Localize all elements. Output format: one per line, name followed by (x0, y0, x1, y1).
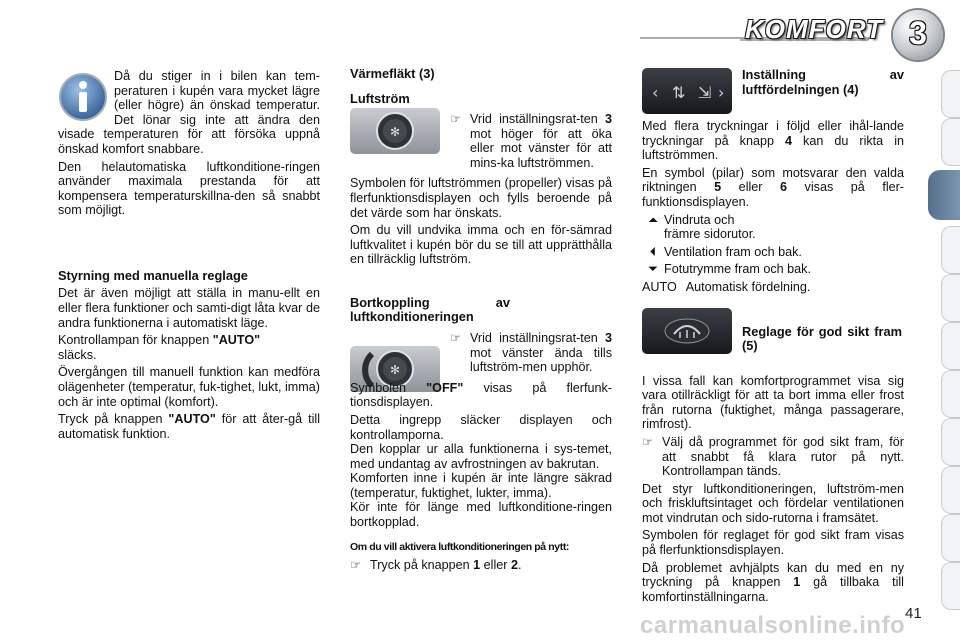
paragraph: Kör inte för länge med luftkonditione-ringen bortkopplad. (350, 500, 612, 530)
svg-text:›: › (718, 83, 725, 102)
arrow-up-icon: ⏶ (647, 212, 659, 227)
side-tab[interactable] (941, 274, 960, 322)
paragraph: Om du vill undvika imma och en för-sämrad luftkvalitet i kupén bör du se till att upprätthålla en tillräcklig luftström. (350, 223, 612, 267)
paragraph: Det styr luftkonditioneringen, luftström-men och friskluftsintaget och fördelar ventilationen mot vindrutan och sido-rutorna i framsätet. (642, 481, 904, 525)
section-heading: Bortkoppling av luftkonditioneringen (350, 294, 510, 325)
list-item: ⏶ Vindruta och främre sidorutor. (642, 213, 904, 242)
section-heading: Inställning av luftfördelningen (4) (742, 67, 904, 97)
paragraph: Den kopplar ur alla funktionerna i sys-temet, med undantag av avfrostningen av bakrutan. (350, 442, 612, 471)
info-paragraph: Då du stiger in i bilen kan tem-peraturen i kupén vara mycket lägre (eller högre) än önskad temperatur. Det lönar sig inte att ändra den visade temperaturen för att försöka uppnå önskad komfort snabbare. (58, 69, 320, 156)
subheading: Luftström (350, 90, 410, 106)
svg-text:⇲: ⇲ (698, 83, 712, 102)
paragraph: Komforten inne i kupén är inte längre säkrad (temperatur, fuktighet, lukter, imma). (350, 471, 612, 500)
watermark: carmanualsonline.info (640, 612, 906, 639)
arrow-down-icon: ⏷ (647, 262, 659, 277)
paragraph: I vissa fall kan komfortprogrammet visa sig vara otillräckligt för att ta bort imma eller frost från rutorna (fuktighet, många passagerare, rimfrost). (642, 373, 904, 432)
list-item: AUTO Automatisk fördelning. (642, 279, 811, 294)
paragraph: Då problemet avhjälpts kan du med en ny tryckning på knappen 1 gå tillbaka till komfortinställningarna. (642, 560, 904, 604)
instruction: ☞ Vrid inställningsrat-ten 3 mot vänster ända tills luftström-men upphör. (450, 330, 612, 375)
chapter-badge (893, 10, 943, 60)
svg-text:‹: ‹ (652, 83, 659, 102)
paragraph: Det är även möjligt att ställa in manu-ellt en eller flera funktioner och samti-digt låta kvar de andra funktionerna i automatiskt läge. (58, 286, 320, 330)
side-tab[interactable] (941, 322, 960, 370)
side-tab[interactable] (941, 514, 960, 562)
instruction: ☞ Välj då programmet för god sikt fram, för att snabbt få klara rutor på nytt. Kontrollampan tänds. (642, 434, 904, 479)
pointer-icon: ☞ (350, 558, 362, 573)
instruction: ☞ Tryck på knappen 1 eller 2. (350, 558, 522, 573)
paragraph: Den helautomatiska luftkonditione-ringen använder maximala prestanda för att kompensera temperaturskillna-den så snabbt som möjligt. (58, 159, 320, 218)
svg-text:✻: ✻ (389, 125, 401, 139)
side-tab-active[interactable] (928, 170, 960, 220)
paragraph: Kontrollampan för knappen "AUTO" släcks. (58, 333, 261, 362)
side-tab[interactable] (941, 226, 960, 274)
list-item: ⏴ Ventilation fram och bak. (642, 245, 904, 260)
side-tab[interactable] (941, 370, 960, 418)
pointer-icon: ☞ (450, 112, 462, 126)
paragraph: Symbolen för reglaget för god sikt fram visas på flerfunktionsdisplayen. (642, 528, 904, 558)
chapter-number: 3 (909, 15, 927, 51)
pointer-icon: ☞ (450, 330, 462, 345)
side-tab[interactable] (941, 418, 960, 466)
side-tab[interactable] (941, 466, 960, 514)
small-heading: Om du vill aktivera luftkonditioneringen på nytt: (350, 540, 570, 553)
paragraph: Symbolen för luftströmmen (propeller) visas på flerfunktionsdisplayen och fylls beroende på det värde som har önskats. (350, 176, 612, 220)
paragraph: En symbol (pilar) som motsvarar den valda riktningen 5 eller 6 visas på fler-funktionsdisplayen. (642, 165, 905, 209)
pointer-icon: ☞ (642, 434, 654, 449)
section-heading: Styrning med manuella reglage (58, 267, 248, 283)
list-item: ⏷ Fotutrymme fram och bak. (642, 262, 904, 277)
column-1 (58, 69, 320, 444)
paragraph: Övergången till manuell funktion kan medföra olägenheter (temperatur, fuk-tighet, lukt, imma) och är inte optimal (komfort). (58, 365, 320, 409)
instruction: ☞ Vrid inställningsrat-ten 3 mot höger för att öka eller mot vänster för att mins-ka luftströmmen. (450, 112, 612, 170)
section-heading: Värmefläkt (3) (350, 66, 435, 81)
header-title: KOMFORT (745, 14, 883, 44)
paragraph: Symbolen "OFF" visas på flerfunk-tionsdisplayen. (350, 380, 612, 410)
side-tab[interactable] (941, 118, 960, 166)
paragraph: Detta ingrepp släcker displayen och kontrollamporna. (350, 412, 612, 442)
side-tab[interactable] (941, 562, 960, 610)
side-tabs (926, 60, 960, 620)
side-tab[interactable] (941, 70, 960, 118)
paragraph: Med flera tryckningar i följd eller ihål-lande tryckningar på knapp 4 kan du rikta in luftströmmen. (642, 119, 904, 163)
section-heading: Reglage för god sikt fram (5) (742, 323, 902, 354)
column-2 (350, 67, 612, 573)
svg-text:⇅: ⇅ (672, 83, 686, 102)
column-3 (642, 68, 904, 607)
paragraph: Tryck på knappen "AUTO" för att åter-gå till automatisk funktion. (58, 412, 320, 441)
page-number: 41 (905, 605, 922, 622)
arrow-left-icon: ⏴ (649, 244, 657, 259)
svg-text:✻: ✻ (389, 363, 401, 377)
